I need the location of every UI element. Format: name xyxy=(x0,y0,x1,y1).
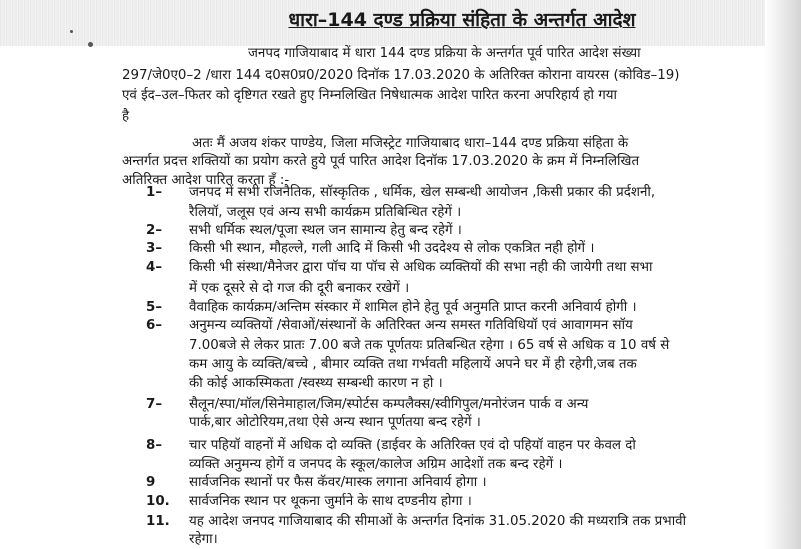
item-number: 5– xyxy=(146,300,163,315)
item-line: किसी भी स्थान, मौहल्ले, गली आदि में किसी भी उददेश्य से लोक एकत्रित नही होगें । xyxy=(189,241,595,256)
item-line: सभी धर्मिक स्थल/पूजा स्थल जन सामान्य हेतु बन्द रहेगें । xyxy=(189,223,462,238)
document-title: धारा–144 दण्ड प्रक्रिया संहिता के अन्तर्गत आदेश xyxy=(288,9,636,31)
item-line: चार पहियॉ वाहनों में अधिक दो व्यक्ति (डाईवर के अतिरिक्त एवं दो पहियॉ वाहन पर केवल दो xyxy=(189,438,636,453)
item-line: रहेगा। xyxy=(189,532,218,547)
item-number: 8– xyxy=(146,438,163,453)
item-number: 9 xyxy=(146,475,156,490)
item-number: 7– xyxy=(146,397,163,412)
item-line: अनुमन्य व्यक्तियों /सेवाओं/संस्थानों के अतिरिक्त अन्य समस्त गतिविधियॉ एवं आवागमन सॉय xyxy=(189,318,633,333)
item-line: यह आदेश जनपद गाजियाबाद की सीमाओं के अन्तर्गत दिनांक 31.05.2020 की मध्यरात्रि तक प्रभावी xyxy=(189,514,687,529)
item-line: जनपद में सभी राजनैतिक, सॉस्कृतिक , धर्मिक, खेल सम्बन्धी आयोजन ,किसी प्रकार की प्रर्दशनी, xyxy=(189,185,656,200)
item-number: 2– xyxy=(146,223,163,238)
scan-speck xyxy=(88,42,93,47)
intro-line: एवं ईद–उल–फितर को दृष्टिगत रखते हुए निम्नलिखित निषेधात्मक आदेश पारित करना अपरिहार्य हो गया xyxy=(122,88,618,103)
item-line: की कोई आकस्मिकता /स्वस्थ्य सम्बन्धी कारण न हो । xyxy=(189,376,443,391)
item-line: सार्वजनिक स्थानों पर फैस कॅवर/मास्क लगाना अनिवार्य होगा । xyxy=(189,475,487,490)
item-number: 10. xyxy=(146,494,170,509)
item-line: पार्क,बार ओटोरियम,तथा ऐसे अन्य स्थान पूर्णतया बन्द रहेगें । xyxy=(189,415,481,430)
item-line: 7.00बजे से लेकर प्रातः 7.00 बजे तक पूर्णतयः प्रतिबन्धित रहेगा । 65 वर्ष से अधिक व 10 वर्ष से xyxy=(189,338,670,353)
intro-line: जनपद गाजियाबाद में धारा 144 दण्ड प्रक्रिया के अन्तर्गत पूर्व पारित आदेश संख्या xyxy=(248,46,641,61)
item-line: रैलियॉ, जलूस एवं अन्य सभी कार्यक्रम प्रतिबिन्धित रहेगें । xyxy=(189,205,462,220)
item-line: किसी भी संस्था/मैनेजर द्वारा पॉच या पॉच से अधिक व्यक्तियों की सभा नही की जायेगी तथा सभा xyxy=(189,260,653,275)
item-line: व्यक्ति अनुमन्य होगें व जनपद के स्कूल/कालेज अग्रिम आदेशों तक बन्द रहेगें । xyxy=(189,457,563,472)
item-line: वैवाहिक कार्यक्रम/अन्तिम संस्कार में शामिल होने हेतु पूर्व अनुमति प्राप्त करनी अनिवार्य होगी । xyxy=(189,300,637,315)
preamble-line: अतः मैं अजय शंकर पाण्डेय, जिला मजिस्ट्रेट गाजियाबाद धारा–144 दण्ड प्रक्रिया संहिता के xyxy=(192,136,629,151)
preamble-line: अन्तर्गत प्रदत्त शक्तियों का प्रयोग करते हुये पूर्व पारित आदेश दिनॉक 17.03.2020 के क्रम में निम्नलिखित xyxy=(122,154,640,169)
item-number: 3– xyxy=(146,241,163,256)
intro-line: 297/जे0ए0–2 /धारा 144 द0स0प्र0/2020 दिनॉक 17.03.2020 के अतिरिक्त कोराना वायरस (कोविड–19) xyxy=(122,68,680,83)
item-number: 6– xyxy=(146,318,163,333)
item-line: में एक दूसरे से दो गज की दूरी बनाकर रखेगें । xyxy=(189,281,410,296)
preamble-line: अतिरिक्त आदेश पारित करता हूँ :- xyxy=(122,173,290,188)
intro-line: है xyxy=(122,109,130,124)
item-number: 1– xyxy=(146,185,163,200)
item-line: सार्वजनिक स्थान पर थूकना जुर्माने के साथ दण्डनीय होगा । xyxy=(189,494,472,509)
item-number: 11. xyxy=(146,514,170,529)
item-line: सैलून/स्पा/मॉल/सिनेमाहाल/जिम/स्पोर्टस कम्पलैक्स/स्वीगिपुल/मनोरंजन पार्क व अन्य xyxy=(189,397,589,412)
item-number: 4– xyxy=(146,260,163,275)
scan-speck xyxy=(70,30,73,33)
item-line: कम आयु के व्यक्ति/बच्चे , बीमार व्यक्ति तथा गर्भवती महिलायें अपने घर में ही रहेगी,जब तक xyxy=(189,357,637,372)
